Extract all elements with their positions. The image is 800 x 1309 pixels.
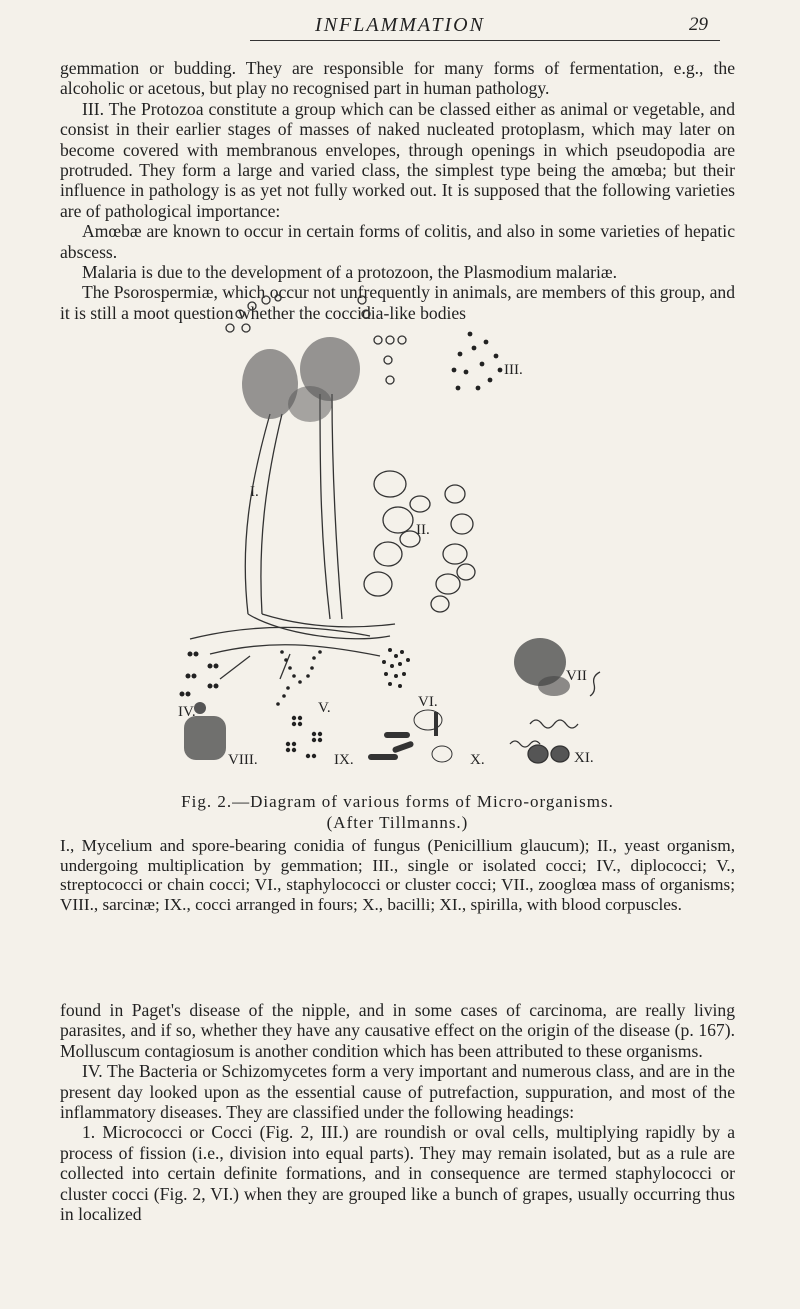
paragraph-psorospermiae: The Psorospermiæ, which occur not unfrequently in animals, are members of this group, and it is still a moot question whether the coccidia-like bodies (60, 282, 735, 323)
header-rule (250, 40, 720, 41)
figure-caption-body: I., Mycelium and spore-bearing conidia of fungus (Penicillium glaucum); II., yeast organism, undergoing multiplication by gemmation; III., single or isolated cocci; IV., diplococci; V., streptococci or chain cocci; VI., staphylococci or cluster cocci; VII., zooglœa mass of organisms; VIII., sarcinæ; IX., cocci arranged in fours; X., bacilli; XI., spirilla, with blood corpuscles. (60, 836, 735, 914)
running-title: INFLAMMATION (315, 14, 485, 36)
figure-caption-title: Fig. 2.—Diagram of various forms of Micro-organisms. (181, 792, 614, 811)
figure-caption-heading (60, 791, 735, 833)
label-VIII: VIII. (228, 752, 258, 768)
bacilli-and-blood-cells (368, 710, 452, 762)
streptococci (276, 650, 322, 706)
bottom-text-block (60, 1000, 735, 1224)
zoogloea-mass (514, 638, 570, 696)
label-IV: IV. (178, 704, 196, 720)
yeast-drawing (364, 471, 475, 612)
conidia-clusters (242, 337, 360, 422)
label-VI: VI. (418, 694, 438, 710)
label-I: I. (250, 484, 259, 500)
label-VII: VII (566, 668, 587, 684)
page-number: 29 (689, 14, 708, 35)
paragraph-gemmation: gemmation or budding. They are responsible for many forms of fermentation, e.g., the alcoholic or acetous, but play no recognised part in human pathology. (60, 58, 735, 99)
tetrad-cocci (286, 716, 322, 758)
figure-caption-source: (After Tillmanns.) (326, 813, 469, 832)
label-IX: IX. (334, 752, 354, 768)
running-head (0, 14, 800, 40)
single-cocci (452, 332, 503, 391)
paragraph-micrococci: 1. Micrococci or Cocci (Fig. 2, III.) are roundish or oval cells, multiplying rapidly by a process of fission (i.e., division into equal parts). They may remain isolated, but as a rule are collected into certain definite formations, and in consequence are termed staphylococci or cluster cocci (Fig. 2, VI.) when they are grouped like a bunch of grapes, usually occurring thus in localized (60, 1122, 735, 1225)
label-V: V. (318, 700, 331, 716)
paragraph-bacteria: IV. The Bacteria or Schizomycetes form a very important and numerous class, and are in the present day looked upon as the essential cause of putrefaction, suppuration, and most of the inflammatory diseases. They are classified under the following headings: (60, 1061, 735, 1123)
paragraph-protozoa: III. The Protozoa constitute a group which can be classed either as animal or vegetable, and consist in their earlier stages of masses of naked nucleated protoplasm, which may later on become covered with membranous envelopes, through openings in which pseudopodia are protruded. They form a large and varied class, the simplest type being the amœba; but their influence in pathology is as yet not fully worked out. It is supposed that the following varieties are of pathological importance: (60, 98, 735, 221)
mycelium-drawing (190, 394, 395, 679)
staphylococci (382, 648, 410, 688)
micro-organisms-diagram (170, 284, 630, 784)
label-XI: XI. (574, 750, 594, 766)
label-III: III. (504, 362, 523, 378)
paragraph-paget: found in Paget's disease of the nipple, and in some cases of carcinoma, are really living parasites, and if so, whether they have any causative effect on the origin of the disease (p. 167). Molluscum contagiosum is another condition which has been attributed to these organisms. (60, 1000, 735, 1061)
label-II: II. (416, 522, 430, 538)
paragraph-malaria: Malaria is due to the development of a protozoon, the Plasmodium malariæ. (82, 262, 618, 283)
label-X: X. (470, 752, 485, 768)
diplococci (180, 652, 219, 697)
diagram-svg (170, 284, 630, 784)
paragraph-amoebae: Amœbæ are known to occur in certain forms of colitis, and also in some varieties of hepatic abscess. (60, 221, 735, 262)
